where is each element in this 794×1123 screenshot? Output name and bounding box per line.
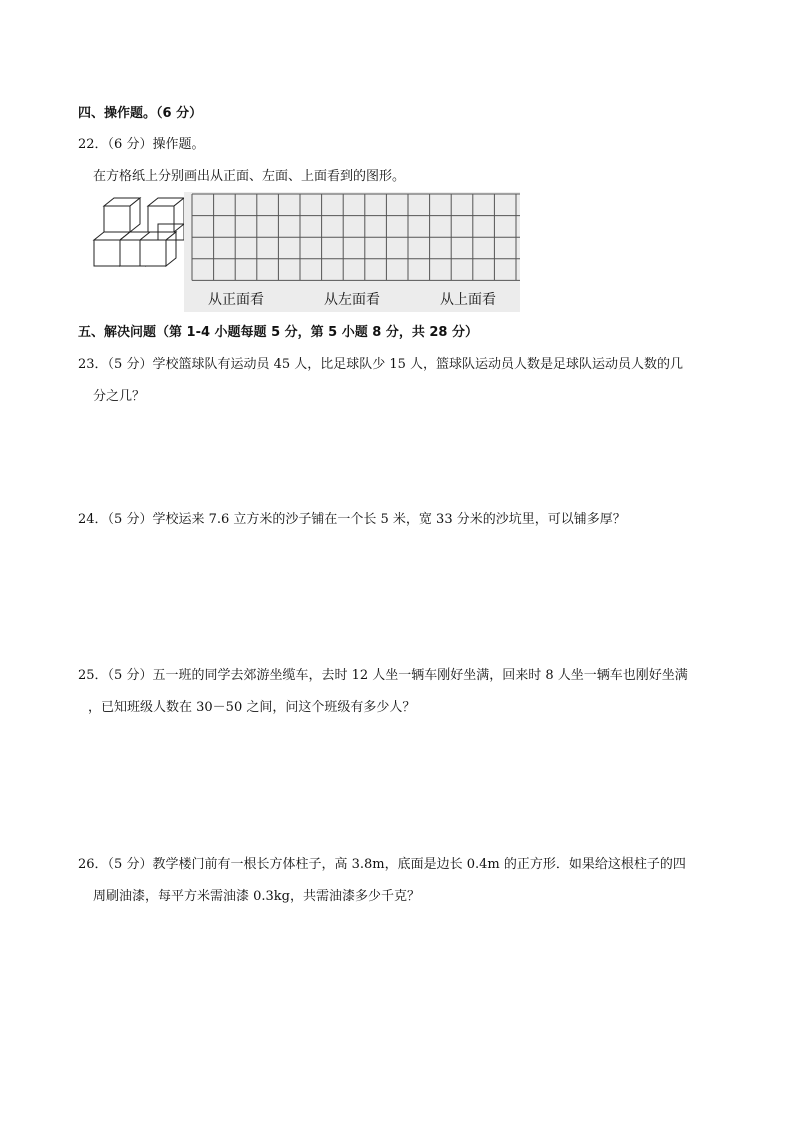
view-label-3: 从上面看 [440, 292, 496, 308]
cube-front-face [104, 206, 130, 232]
section-5-heading: 五、解决问题（第 1-4 小题每题 5 分，第 5 小题 8 分，共 28 分） [78, 325, 478, 340]
question-23-line-2: 分之几？ [93, 389, 146, 404]
cube-and-grid-figure [90, 192, 520, 312]
cube-stack-drawing [94, 198, 184, 266]
question-22-title: 22．（6 分）操作题。 [78, 137, 205, 152]
question-25-line-2: ，已知班级人数在 30－50 之间，问这个班级有多少人？ [88, 700, 416, 715]
question-24-line-1: 24．（5 分）学校运来 7.6 立方米的沙子铺在一个长 5 米，宽 33 分米的沙坑里，可以铺多厚？ [78, 512, 626, 527]
cube-front-face [140, 240, 166, 266]
question-26-line-2: 周刷油漆，每平方米需油漆 0.3kg，共需油漆多少千克？ [93, 889, 421, 904]
question-26-line-1: 26．（5 分）教学楼门前有一根长方体柱子，高 3.8m，底面是边长 0.4m 的正方形．如果给这根柱子的四 [78, 857, 686, 872]
question-25-line-1: 25．（5 分）五一班的同学去郊游坐缆车，去时 12 人坐一辆车刚好坐满，回来时 8 人坐一辆车也刚好坐满 [78, 668, 688, 683]
cube-front-face [148, 206, 174, 232]
view-label-1: 从正面看 [208, 292, 264, 308]
question-23-line-1: 23．（5 分）学校篮球队有运动员 45 人，比足球队少 15 人，篮球队运动员人数是足球队运动员人数的几 [78, 357, 684, 372]
view-labels [208, 292, 496, 308]
cube-front-face [94, 240, 120, 266]
section-4-heading: 四、操作题。（6 分） [78, 106, 203, 121]
question-22-instruction: 在方格纸上分别画出从正面、左面、上面看到的图形。 [93, 169, 406, 184]
question-22-figure [90, 192, 520, 312]
view-label-2: 从左面看 [324, 292, 380, 308]
